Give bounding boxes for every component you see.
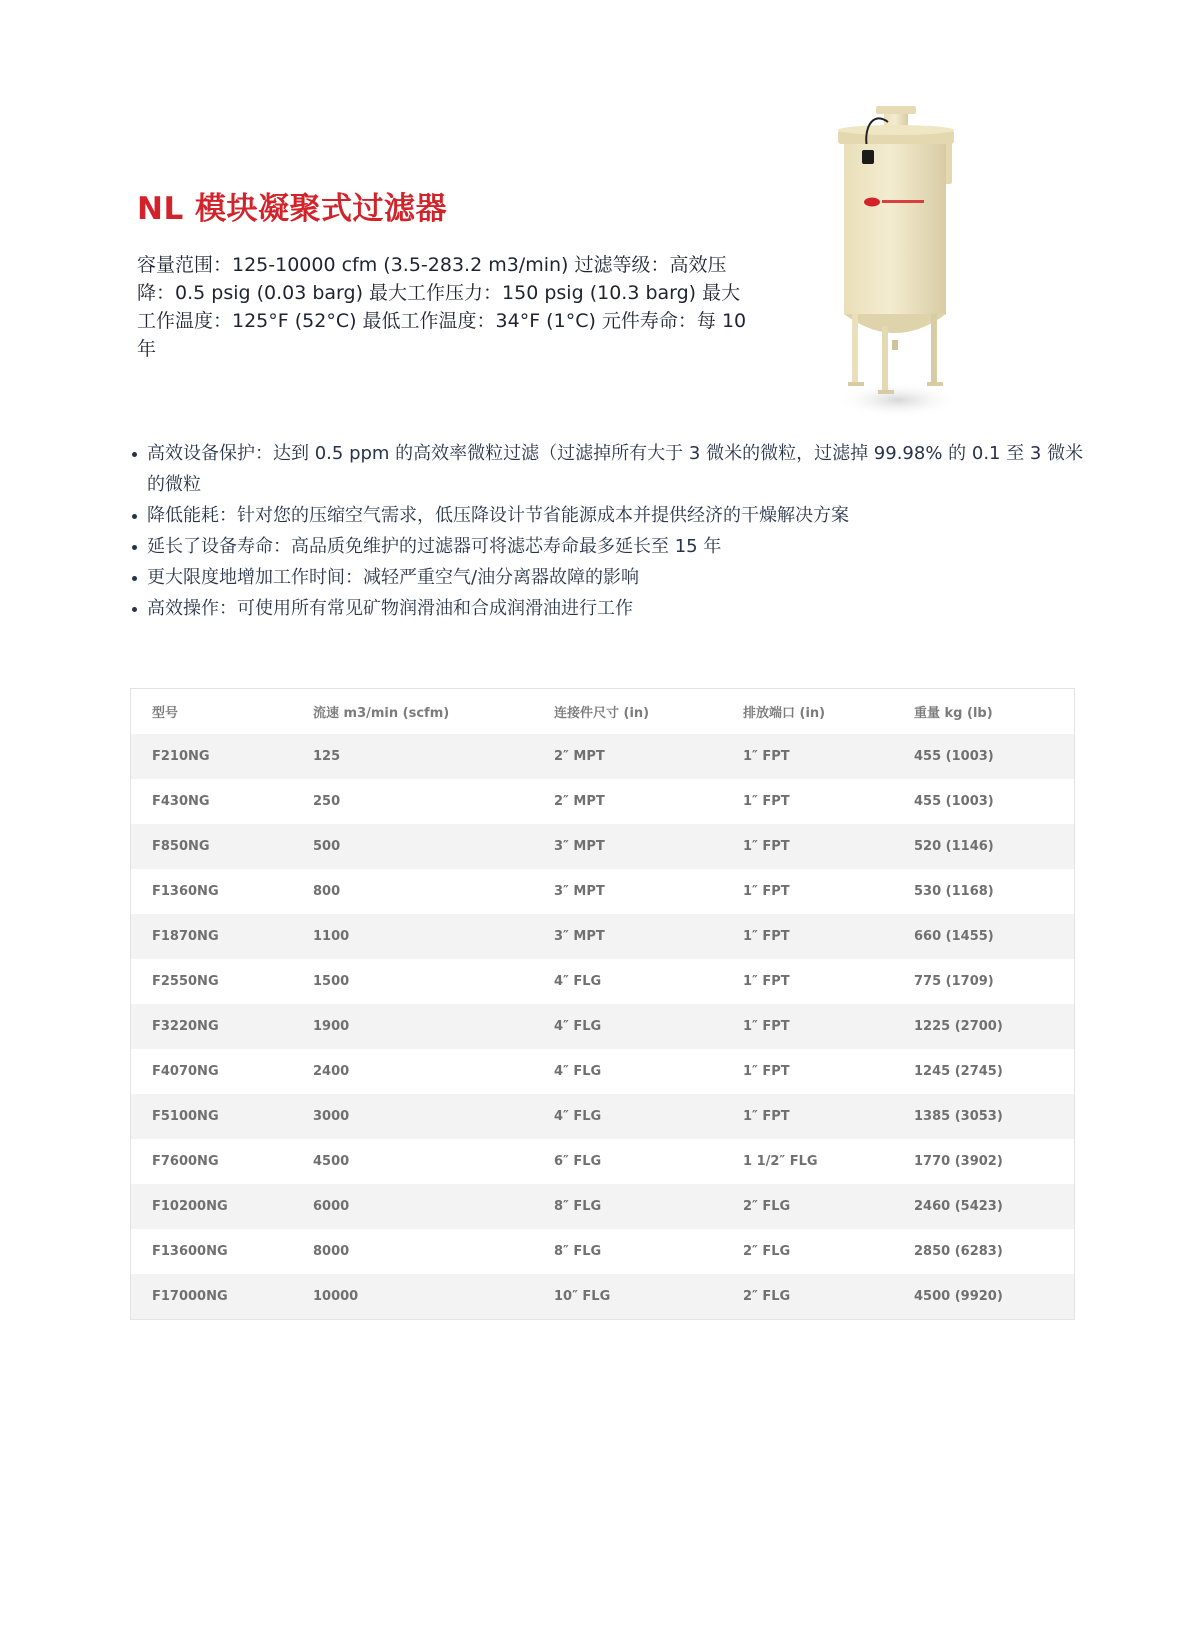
cell-model: F2550NG	[131, 959, 292, 1004]
cell-drain: 1″ FPT	[722, 1049, 893, 1094]
table-row	[131, 869, 1074, 914]
cell-flow: 4500	[292, 1139, 533, 1184]
cell-model: F4070NG	[131, 1049, 292, 1094]
cell-model: F3220NG	[131, 1004, 292, 1049]
cell-drain: 1″ FPT	[722, 869, 893, 914]
cell-drain: 1″ FPT	[722, 824, 893, 869]
cell-connection: 3″ MPT	[533, 824, 722, 869]
cell-weight: 455 (1003)	[893, 779, 1074, 824]
header-drain: 排放端口 (in)	[722, 689, 893, 734]
header-weight: 重量 kg (lb)	[893, 689, 1074, 734]
cell-weight: 2850 (6283)	[893, 1229, 1074, 1274]
cell-drain: 1″ FPT	[722, 734, 893, 779]
cell-flow: 250	[292, 779, 533, 824]
cell-weight: 1385 (3053)	[893, 1094, 1074, 1139]
cell-model: F13600NG	[131, 1229, 292, 1274]
cell-flow: 6000	[292, 1184, 533, 1229]
table-header-row	[131, 689, 1074, 734]
table-row	[131, 1094, 1074, 1139]
cell-model: F5100NG	[131, 1094, 292, 1139]
cell-drain: 1″ FPT	[722, 1094, 893, 1139]
cell-drain: 1″ FPT	[722, 1004, 893, 1049]
cell-weight: 1770 (3902)	[893, 1139, 1074, 1184]
cell-connection: 8″ FLG	[533, 1229, 722, 1274]
table-row	[131, 1049, 1074, 1094]
table-row	[131, 1274, 1074, 1319]
cell-weight: 1245 (2745)	[893, 1049, 1074, 1094]
cell-connection: 10″ FLG	[533, 1274, 722, 1319]
cell-flow: 3000	[292, 1094, 533, 1139]
header-flow: 流速 m3/min (scfm)	[292, 689, 533, 734]
cell-model: F7600NG	[131, 1139, 292, 1184]
spec-table	[130, 688, 1075, 1320]
cell-drain: 2″ FLG	[722, 1229, 893, 1274]
cell-model: F850NG	[131, 824, 292, 869]
cell-model: F1360NG	[131, 869, 292, 914]
feature-item: 高效操作：可使用所有常见矿物润滑油和合成润滑油进行工作	[127, 593, 1087, 624]
cell-connection: 4″ FLG	[533, 1094, 722, 1139]
feature-item: 更大限度地增加工作时间：减轻严重空气/油分离器故障的影响	[127, 562, 1087, 593]
cell-connection: 3″ MPT	[533, 869, 722, 914]
cell-connection: 2″ MPT	[533, 779, 722, 824]
page-title: NL 模块凝聚式过滤器	[137, 191, 447, 227]
table-row	[131, 1229, 1074, 1274]
cell-flow: 8000	[292, 1229, 533, 1274]
cell-flow: 125	[292, 734, 533, 779]
feature-item: 延长了设备寿命：高品质免维护的过滤器可将滤芯寿命最多延长至 15 年	[127, 531, 1087, 562]
cell-flow: 1500	[292, 959, 533, 1004]
table-row	[131, 959, 1074, 1004]
table-body	[131, 734, 1074, 1319]
cell-connection: 4″ FLG	[533, 959, 722, 1004]
table-row	[131, 914, 1074, 959]
cell-connection: 4″ FLG	[533, 1049, 722, 1094]
table-row	[131, 779, 1074, 824]
cell-connection: 3″ MPT	[533, 914, 722, 959]
cell-model: F17000NG	[131, 1274, 292, 1319]
cell-model: F10200NG	[131, 1184, 292, 1229]
cell-model: F210NG	[131, 734, 292, 779]
feature-list	[127, 438, 1087, 624]
cell-drain: 1 1/2″ FLG	[722, 1139, 893, 1184]
cell-weight: 1225 (2700)	[893, 1004, 1074, 1049]
cell-connection: 4″ FLG	[533, 1004, 722, 1049]
cell-flow: 10000	[292, 1274, 533, 1319]
cell-weight: 2460 (5423)	[893, 1184, 1074, 1229]
cell-connection: 2″ MPT	[533, 734, 722, 779]
cell-flow: 800	[292, 869, 533, 914]
cell-flow: 2400	[292, 1049, 533, 1094]
table-row	[131, 734, 1074, 779]
cell-drain: 1″ FPT	[722, 779, 893, 824]
cell-weight: 530 (1168)	[893, 869, 1074, 914]
table-row	[131, 1004, 1074, 1049]
header-connection: 连接件尺寸 (in)	[533, 689, 722, 734]
cell-weight: 520 (1146)	[893, 824, 1074, 869]
cell-weight: 455 (1003)	[893, 734, 1074, 779]
cell-drain: 2″ FLG	[722, 1184, 893, 1229]
cell-model: F430NG	[131, 779, 292, 824]
feature-item: 高效设备保护：达到 0.5 ppm 的高效率微粒过滤（过滤掉所有大于 3 微米的微粒，过滤掉 99.98% 的 0.1 至 3 微米的微粒	[127, 438, 1087, 500]
cell-flow: 1900	[292, 1004, 533, 1049]
header-model: 型号	[131, 689, 292, 734]
product-summary: 容量范围：125-10000 cfm (3.5-283.2 m3/min) 过滤等级：高效压降：0.5 psig (0.03 barg) 最大工作压力：150 psig (10.3 barg) 最大工作温度：125°F (52°C) 最低工作温度：34°F (1°C) 元件寿命：每 10 年	[137, 254, 747, 360]
table-row	[131, 1139, 1074, 1184]
cell-connection: 8″ FLG	[533, 1184, 722, 1229]
cell-flow: 1100	[292, 914, 533, 959]
cell-drain: 1″ FPT	[722, 959, 893, 1004]
feature-item: 降低能耗：针对您的压缩空气需求，低压降设计节省能源成本并提供经济的干燥解决方案	[127, 500, 1087, 531]
cell-drain: 2″ FLG	[722, 1274, 893, 1319]
cell-flow: 500	[292, 824, 533, 869]
cell-weight: 4500 (9920)	[893, 1274, 1074, 1319]
cell-drain: 1″ FPT	[722, 914, 893, 959]
cell-model: F1870NG	[131, 914, 292, 959]
cell-weight: 775 (1709)	[893, 959, 1074, 1004]
cell-weight: 660 (1455)	[893, 914, 1074, 959]
cell-connection: 6″ FLG	[533, 1139, 722, 1184]
table-row	[131, 1184, 1074, 1229]
table-row	[131, 824, 1074, 869]
filter-product-image	[832, 100, 972, 430]
